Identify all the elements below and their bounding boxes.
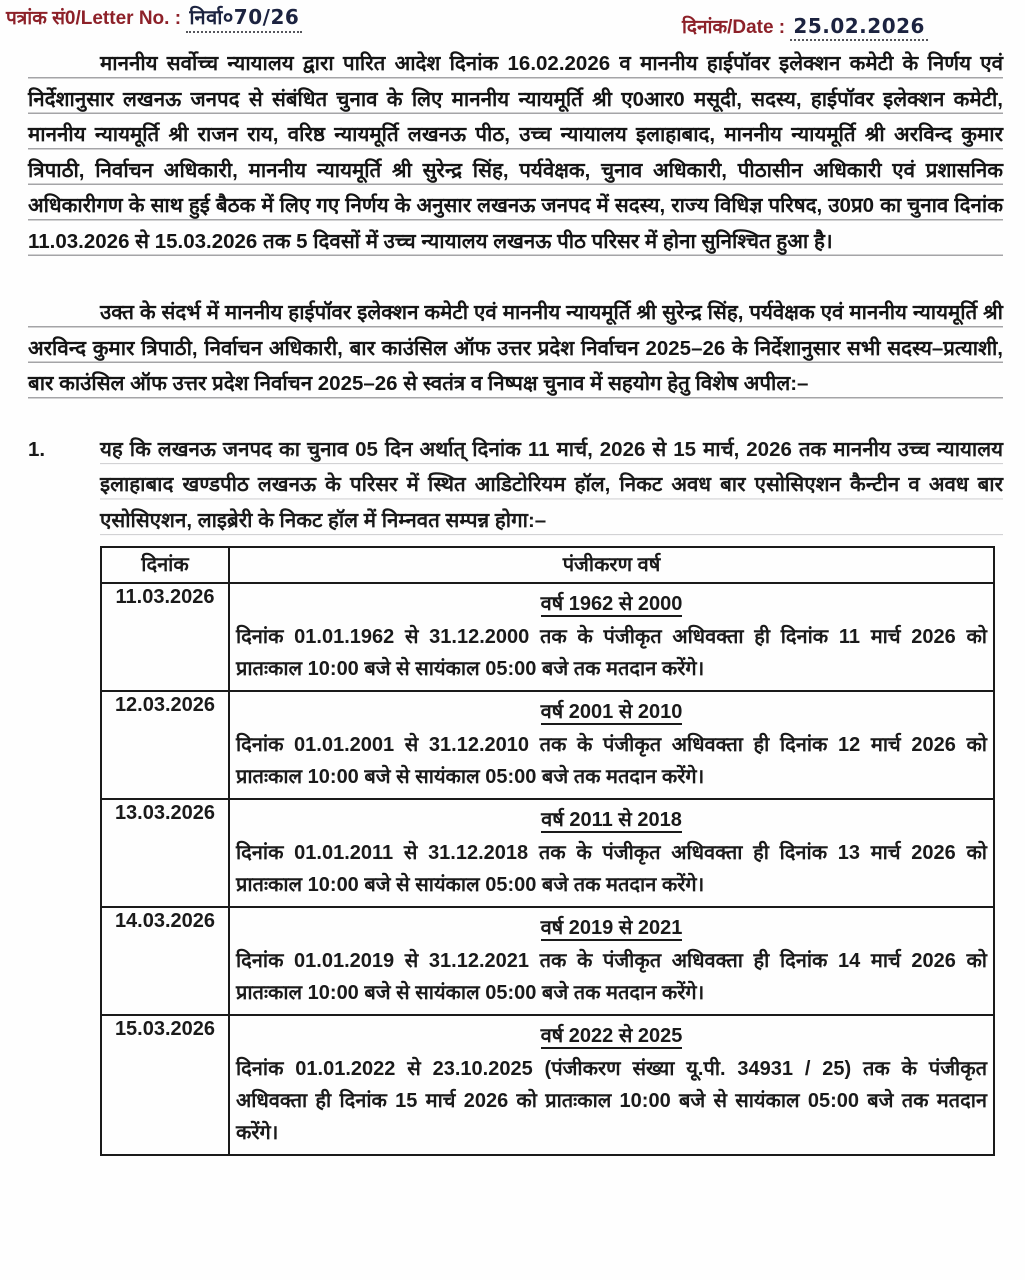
date-field bbox=[682, 13, 928, 41]
cell-date: 11.03.2026 bbox=[101, 583, 229, 691]
paragraph-appeal: उक्त के संदर्भ में माननीय हाईपॉवर इलेक्शन कमेटी एवं माननीय न्यायमूर्ति श्री सुरेन्द्र सिंह, पर्यवेक्षक एवं माननीय न्यायमूर्ति श्री अरविन्द कुमार त्रिपाठी, निर्वाचन अधिकारी, बार काउंसिल ऑफ उत्तर प्रदेश निर्वाचन 2025–26 के निर्देशानुसार सभी सदस्य–प्रत्याशी, बार काउंसिल ऑफ उत्तर प्रदेश निर्वाचन 2025–26 से स्वतंत्र व निष्पक्ष चुनाव में सहयोग हेतु विशेष अपील:– bbox=[28, 295, 1003, 402]
clause-number: 1. bbox=[28, 437, 46, 461]
cell-year-range: वर्ष 2011 से 2018 bbox=[541, 809, 682, 831]
cell-year-range: वर्ष 2001 से 2010 bbox=[540, 701, 683, 723]
table-row bbox=[101, 583, 994, 691]
document-body bbox=[0, 46, 1025, 402]
clause-item-1 bbox=[0, 432, 1025, 539]
cell-date: 13.03.2026 bbox=[101, 799, 229, 907]
cell-date: 14.03.2026 bbox=[101, 907, 229, 1015]
paragraph-spacer bbox=[28, 259, 1003, 295]
cell-detail bbox=[229, 799, 994, 907]
date-value: 25.02.2026 bbox=[790, 14, 928, 41]
cell-detail-text: दिनांक 01.01.2011 से 31.12.2018 तक के पंजीकृत अधिवक्ता ही दिनांक 13 मार्च 2026 को प्रातःकाल 10:00 बजे से सायंकाल 05:00 बजे तक मतदान करेंगे। bbox=[236, 842, 987, 896]
paragraph-order: माननीय सर्वोच्च न्यायालय द्वारा पारित आदेश दिनांक 16.02.2026 व माननीय हाईपॉवर इलेक्शन कमेटी के निर्णय एवं निर्देशानुसार लखनऊ जनपद से संबंधित चुनाव के लिए माननीय न्यायमूर्ति श्री ए0आर0 मसूदी, सदस्य, हाईपॉवर इलेक्शन कमेटी, माननीय न्यायमूर्ति श्री राजन राय, वरिष्ठ न्यायमूर्ति लखनऊ पीठ, उच्च न्यायालय इलाहाबाद, माननीय न्यायमूर्ति श्री अरविन्द कुमार त्रिपाठी, निर्वाचन अधिकारी, माननीय न्यायमूर्ति श्री सुरेन्द्र सिंह, पर्यवेक्षक, चुनाव अधिकारी, पीठासीन अधिकारी एवं प्रशासनिक अधिकारीगण के साथ हुई बैठक में लिए गए निर्णय के अनुसार लखनऊ जनपद में सदस्य, राज्य विधिज्ञ परिषद, उ0प्र0 का चुनाव दिनांक 11.03.2026 से 15.03.2026 तक 5 दिवसों में उच्च न्यायालय लखनऊ पीठ परिसर में होना सुनिश्चित हुआ है। bbox=[28, 46, 1003, 259]
letter-number-value: निर्वा०70/26 bbox=[186, 3, 302, 33]
column-header-date: दिनांक bbox=[101, 547, 229, 583]
cell-detail bbox=[229, 1015, 994, 1155]
table-header-row bbox=[101, 547, 994, 583]
schedule-table-wrapper bbox=[0, 546, 1025, 1156]
table-row bbox=[101, 691, 994, 799]
cell-detail bbox=[229, 907, 994, 1015]
cell-date: 12.03.2026 bbox=[101, 691, 229, 799]
date-label: दिनांक/Date : bbox=[682, 17, 786, 38]
cell-detail-text: दिनांक 01.01.2022 से 23.10.2025 (पंजीकरण संख्या यू.पी. 34931 / 25) तक के पंजीकृत अधिवक्ता ही दिनांक 15 मार्च 2026 को प्रातःकाल 10:00 बजे से सायंकाल 05:00 बजे तक मतदान करेंगे। bbox=[236, 1058, 987, 1144]
table-row bbox=[101, 1015, 994, 1155]
cell-detail-text: दिनांक 01.01.2001 से 31.12.2010 तक के पंजीकृत अधिवक्ता ही दिनांक 12 मार्च 2026 को प्रातःकाल 10:00 बजे से सायंकाल 05:00 बजे तक मतदान करेंगे। bbox=[236, 734, 987, 788]
schedule-table bbox=[100, 546, 995, 1156]
cell-year-range: वर्ष 1962 से 2000 bbox=[540, 593, 683, 615]
cell-year-range: वर्ष 2022 से 2025 bbox=[540, 1025, 683, 1047]
table-row bbox=[101, 907, 994, 1015]
cell-year-range: वर्ष 2019 से 2021 bbox=[540, 917, 683, 939]
cell-detail-text: दिनांक 01.01.1962 से 31.12.2000 तक के पंजीकृत अधिवक्ता ही दिनांक 11 मार्च 2026 को प्रातःकाल 10:00 बजे से सायंकाल 05:00 बजे तक मतदान करेंगे। bbox=[236, 626, 987, 680]
table-row bbox=[101, 799, 994, 907]
column-header-registration-year: पंजीकरण वर्ष bbox=[229, 547, 994, 583]
document-header bbox=[0, 0, 1025, 46]
letter-number-field bbox=[6, 3, 302, 33]
cell-detail-text: दिनांक 01.01.2019 से 31.12.2021 तक के पंजीकृत अधिवक्ता ही दिनांक 14 मार्च 2026 को प्रातःकाल 10:00 बजे से सायंकाल 05:00 बजे तक मतदान करेंगे। bbox=[236, 950, 987, 1004]
cell-detail bbox=[229, 691, 994, 799]
letter-number-label: पत्रांक सं0/Letter No. : bbox=[6, 8, 182, 29]
clause-text: यह कि लखनऊ जनपद का चुनाव 05 दिन अर्थात् दिनांक 11 मार्च, 2026 से 15 मार्च, 2026 तक माननीय उच्च न्यायालय इलाहाबाद खण्डपीठ लखनऊ के परिसर में स्थित आडिटोरियम हॉल, निकट अवध बार एसोसिएशन कैन्टीन व अवध बार एसोसिएशन, लाइब्रेरी के निकट हॉल में निम्नवत सम्पन्न होगा:– bbox=[100, 432, 1003, 539]
cell-date: 15.03.2026 bbox=[101, 1015, 229, 1155]
cell-detail bbox=[229, 583, 994, 691]
